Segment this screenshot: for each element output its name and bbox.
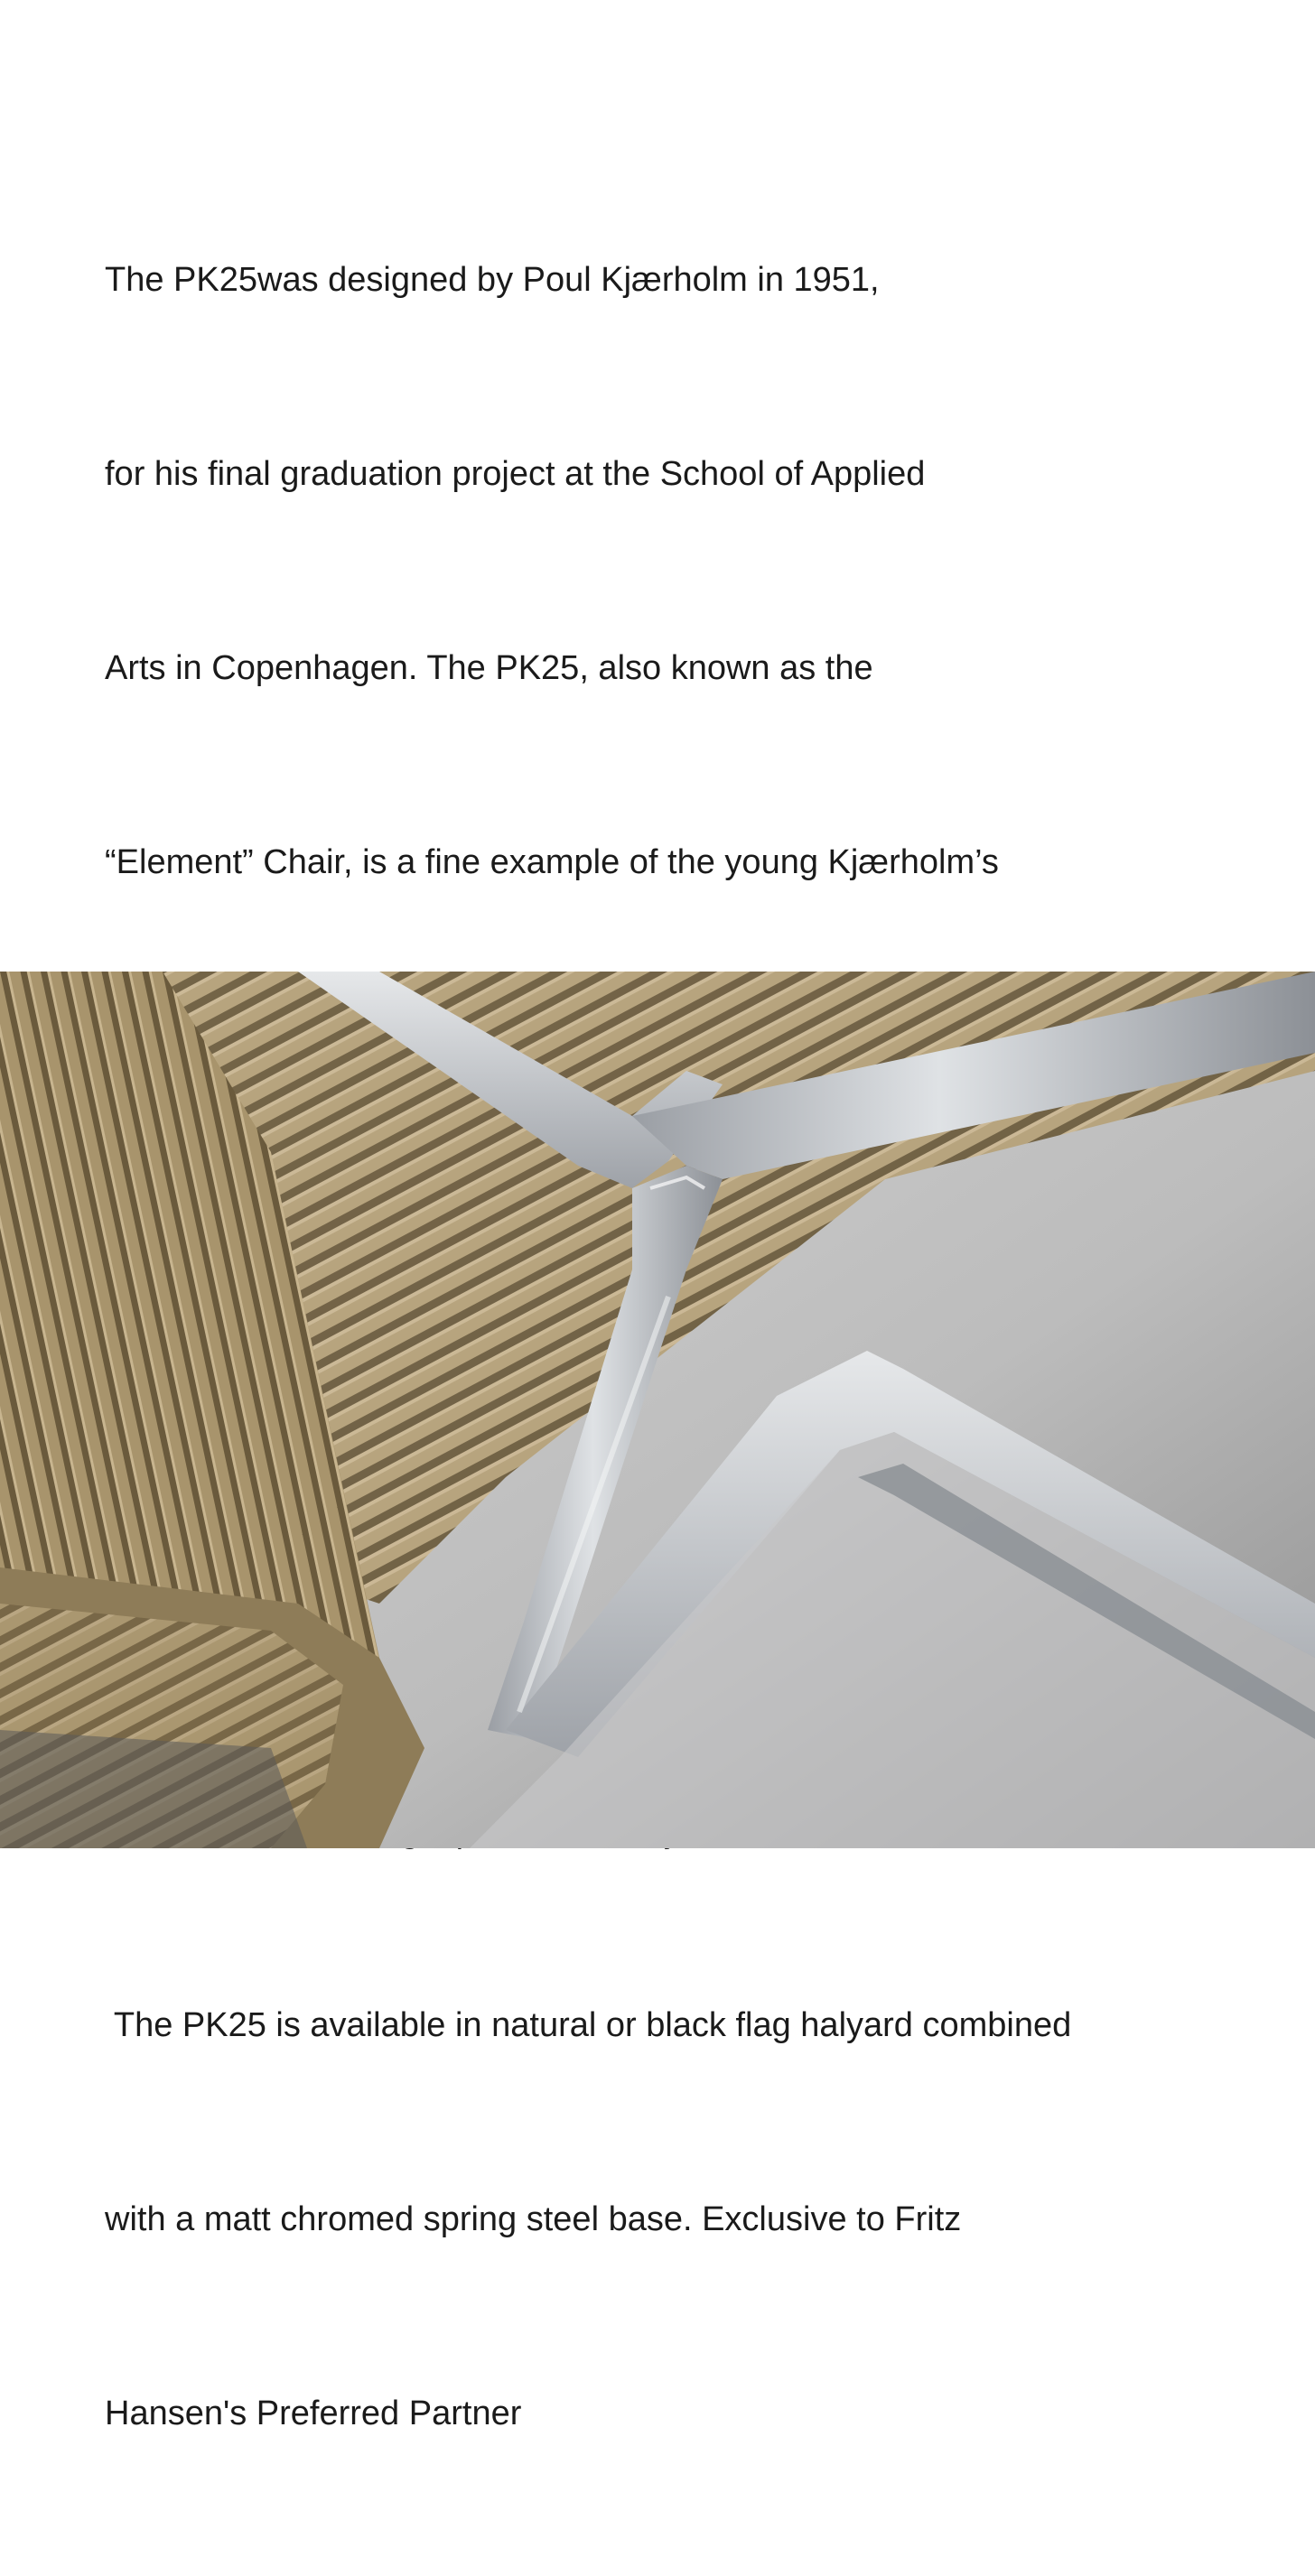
description-line: The PK25 is available in natural or black flag halyard combined xyxy=(105,2006,1072,2045)
description-line: with a matt chromed spring steel base. Exclusive to Fritz xyxy=(105,2200,962,2238)
chair-photo-illustration xyxy=(0,972,1315,1848)
description-line: for his final graduation project at the School of Applied xyxy=(105,454,926,493)
description-line: “Element” Chair, is a fine example of the young Kjærholm’s xyxy=(105,842,999,881)
description-line: The PK25was designed by Poul Kjærholm in 1951, xyxy=(105,261,880,300)
description-line: Arts in Copenhagen. The PK25, also known as the xyxy=(105,648,873,687)
chair-photo xyxy=(0,972,1315,1848)
description-line: Hansen's Preferred Partner xyxy=(105,2394,522,2432)
